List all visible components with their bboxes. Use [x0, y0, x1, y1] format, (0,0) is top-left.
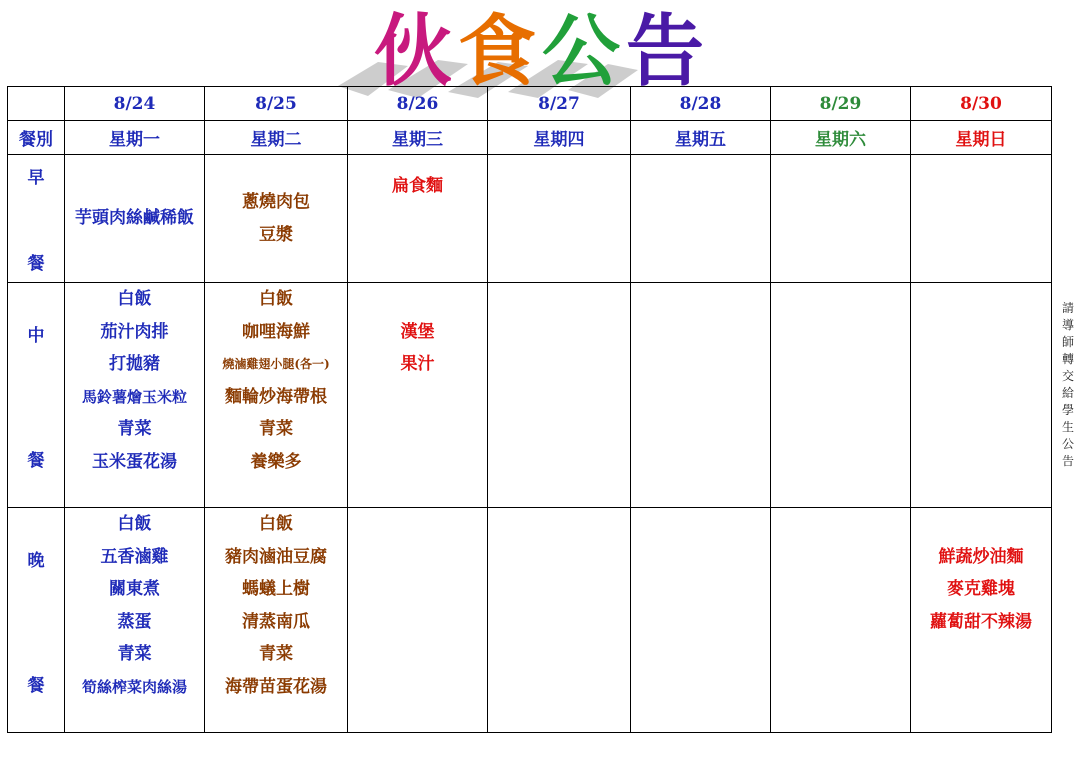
title-char-2: 食 [458, 7, 543, 97]
menu-item: 青菜 [117, 419, 152, 439]
title-char-3: 公 [542, 7, 627, 97]
menu-item: 蘿蔔甜不辣湯 [930, 611, 1032, 632]
menu-cell [348, 283, 488, 508]
menu-item: 玉米蛋花湯 [92, 451, 177, 472]
menu-item: 扁食麵 [392, 176, 443, 196]
menu-cell [65, 508, 205, 733]
breakfast-row [8, 155, 1052, 283]
title-char-1: 伙 [374, 7, 459, 97]
date-cell: 8/30 [911, 87, 1052, 121]
meal-column-header: 餐別 [8, 121, 65, 155]
menu-cell-empty [631, 508, 771, 733]
menu-item: 蔥燒肉包 [242, 192, 310, 212]
date-cell: 8/29 [771, 87, 911, 121]
date-cell: 8/28 [631, 87, 771, 121]
menu-cell-empty [631, 155, 771, 283]
lunch-row [8, 283, 1052, 508]
menu-item: 燒滷雞翅小腿(各一) [222, 357, 330, 371]
menu-item: 螞蟻上樹 [242, 579, 310, 599]
title-char-4: 告 [626, 7, 711, 97]
menu-item: 漢堡 [400, 321, 435, 342]
menu-item: 關東煮 [109, 579, 160, 599]
meal-label-lunch [8, 283, 65, 508]
meal-label-bottom: 餐 [27, 676, 45, 696]
menu-item: 青菜 [259, 644, 293, 664]
menu-cell-empty [488, 508, 631, 733]
dinner-row [8, 508, 1052, 733]
date-corner-cell [8, 87, 65, 121]
menu-item: 咖哩海鮮 [242, 321, 310, 342]
side-note: 請導師轉交給學生公告 [1061, 301, 1074, 468]
meal-label-top: 早 [27, 168, 45, 188]
menu-item: 麵輪炒海帶根 [225, 386, 327, 407]
menu-cell-empty [771, 283, 911, 508]
meal-label-bottom: 餐 [27, 254, 45, 274]
menu-cell [205, 283, 348, 508]
menu-item: 蒸蛋 [117, 611, 152, 632]
menu-cell-empty [488, 283, 631, 508]
menu-item: 馬鈴薯燴玉米粒 [81, 387, 187, 406]
menu-item: 青菜 [117, 644, 152, 664]
menu-cell-empty [911, 155, 1052, 283]
menu-item: 茄汁肉排 [100, 321, 169, 342]
meal-label-breakfast [8, 155, 65, 283]
weekday-cell: 星期三 [348, 121, 488, 155]
menu-cell [205, 155, 348, 283]
menu-cell [911, 508, 1052, 733]
menu-item: 青菜 [259, 419, 293, 439]
meal-label-top: 晚 [27, 551, 45, 571]
menu-item: 豆漿 [259, 224, 293, 245]
menu-item: 豬肉滷油豆腐 [225, 546, 327, 567]
menu-table [7, 86, 1052, 733]
menu-item: 果汁 [400, 354, 435, 374]
menu-cell-empty [771, 508, 911, 733]
date-cell: 8/26 [348, 87, 488, 121]
menu-item: 海帶苗蛋花湯 [225, 676, 327, 697]
weekday-cell: 星期六 [771, 121, 911, 155]
menu-cell-empty [631, 283, 771, 508]
menu-item: 打拋豬 [109, 354, 160, 374]
menu-item: 麥克雞塊 [947, 579, 1015, 599]
date-cell: 8/24 [65, 87, 205, 121]
menu-cell-empty [771, 155, 911, 283]
menu-item: 芋頭肉絲鹹稀飯 [75, 208, 194, 229]
weekday-cell: 星期四 [488, 121, 631, 155]
menu-item: 養樂多 [250, 451, 302, 472]
menu-item: 白飯 [117, 514, 152, 534]
menu-cell [205, 508, 348, 733]
menu-item: 清蒸南瓜 [242, 611, 310, 632]
menu-cell-empty [488, 155, 631, 283]
menu-item: 白飯 [259, 289, 293, 309]
weekday-cell: 星期二 [205, 121, 348, 155]
date-cell: 8/25 [205, 87, 348, 121]
menu-cell [65, 155, 205, 283]
menu-item: 白飯 [259, 514, 293, 534]
menu-item: 五香滷雞 [100, 546, 169, 567]
weekday-cell: 星期一 [65, 121, 205, 155]
meal-label-top: 中 [27, 326, 45, 346]
menu-cell [65, 283, 205, 508]
menu-item: 筍絲榨菜肉絲湯 [81, 677, 187, 696]
menu-item: 鮮蔬炒油麵 [938, 546, 1024, 567]
menu-item: 白飯 [117, 289, 152, 309]
weekday-row [8, 121, 1052, 155]
date-cell: 8/27 [488, 87, 631, 121]
menu-cell-empty [911, 283, 1052, 508]
date-row [8, 87, 1052, 121]
weekday-cell: 星期五 [631, 121, 771, 155]
meal-label-bottom: 餐 [27, 451, 45, 471]
menu-cell-empty [348, 508, 488, 733]
weekday-cell: 星期日 [911, 121, 1052, 155]
meal-label-dinner [8, 508, 65, 733]
